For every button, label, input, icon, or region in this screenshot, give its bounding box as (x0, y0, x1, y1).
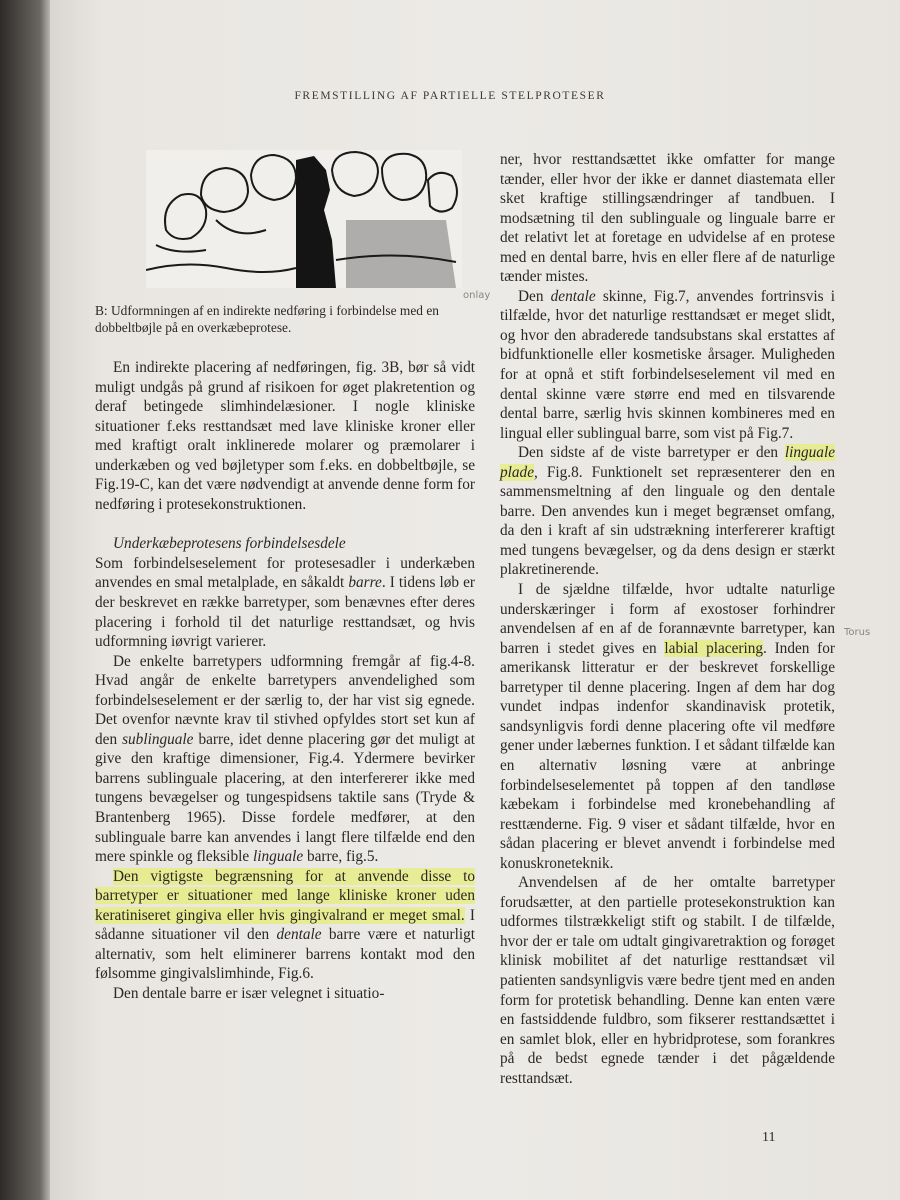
right-column (500, 150, 835, 1088)
page-number: 11 (762, 1130, 776, 1145)
dental-illustration (146, 150, 462, 288)
paragraph: De enkelte barretypers udformning fremgår af fig.4-8. Hvad angår de enkelte barretypers anvendelighed som forbindelseselement er der særlig to, der har vist sig egnede. Det ovenfor nævnte krav til stivhed opfyldes stort set kun af den sublinguale barre, idet denne placering gør det muligt at give den kraftige dimensioner, Fig.4. Ydermere bevirker barrens sublinguale placering, at den interfererer ikke med tungens bevægelser og tungespidsens taktile sans (Tryde & Brantenberg 1965). Disse fordele medfører, at den sublinguale barre kan anvendes i langt flere tilfælde end den mere spinkle og fleksible linguale barre, fig.5. (95, 652, 475, 866)
left-column (95, 358, 475, 1004)
section-heading: Underkæbeprotesens forbindelsesdele (113, 535, 346, 553)
highlighted-text: Den vigtigste begrænsning for at anvende disse to barretyper er situationer med lange kliniske kroner uden keratiniseret gingiva eller hvis gingivalrand er meget smal. (95, 867, 475, 924)
handwritten-note-onlay: onlay (463, 290, 491, 301)
paragraph: Den vigtigste begrænsning for at anvende disse to barretyper er situationer med lange kliniske kroner uden keratiniseret gingiva eller hvis gingivalrand er meget smal. I sådanne situationer vil den dentale barre være et naturligt alternativ, som helt eliminerer barrens kontakt mod den følsomme gingivalslimhinde, Fig.6. (95, 867, 475, 983)
binding-shadow (0, 0, 50, 1200)
paragraph: Som forbindelseselement for protesesadler i underkæben anvendes en smal metalplade, en såkaldt barre. I tidens løb er der beskrevet en række barretyper, som benævnes efter deres placering i forhold til det naturlige resttandsæt, og hvis udformning iøvrigt varierer. (95, 554, 475, 651)
paragraph: Den dentale barre er især velegnet i situatio- (113, 984, 385, 1002)
paragraph: ner, hvor resttandsættet ikke omfatter for mange tænder, eller hvor der ikke er dannet diastemata eller sket kraftige stillingsændringer af tandbuen. I modsætning til den sublinguale og linguale barre er det relativt let at foretage en udvidelse af en protese med en dental barre, hvis en eller flere af de naturlige tænder mistes. (500, 151, 835, 286)
highlighted-text: labial placering (664, 639, 764, 657)
paragraph: En indirekte placering af nedføringen, fig. 3B, bør så vidt muligt undgås på grund af risikoen for øget plakretention og deraf betingede slimhindelæsioner. I nogle kliniske situationer f.eks resttandsæt med lave kliniske kroner eller med kraftigt oralt inklinerede molarer og præmolarer i underkæben og ved bøjletyper som f.eks. en dobbeltbøjle, se Fig.19-C, kan det være nødvendigt at anvende denne form for nedføring i protesekonstruktionen. (95, 359, 475, 513)
paragraph: Den sidste af de viste barretyper er den linguale plade, Fig.8. Funktionelt set repræsenterer den en sammensmeltning af den linguale og den dentale barre. Den anvendes kun i meget begrænset omfang, da den i kraft af sin udstrækning interfererer kraftigt med tungens bevægelser, og da dens design er stærkt plakretinerende. (500, 444, 835, 579)
paragraph: Anvendelsen af de her omtalte barretyper forudsætter, at den partielle protesekonstruktion kan udformes tilstrækkeligt stift og stabilt. I de tilfælde, hvor der er tale om udtalt gingivaretraktion og forøget klinisk mobilitet af det naturlige resttandsæt vil patienten sandsynligvis være bedre tjent med en anden form for protetisk behandling. Denne kan enten være en fastsiddende fuldbro, som fikserer resttandsættet i en samlet blok, eller en hybridprotese, som forankres på de bedst egnede tænder i det pågældende resttandsæt. (500, 874, 835, 1087)
paragraph: Den dentale skinne, Fig.7, anvendes fortrinsvis i tilfælde, hvor det naturlige resttandsæt er meget slidt, og hvor den abraderede tandsubstans skal erstattes af bidfunktionelle eller kosmetiske årsager. Muligheden for at opnå et stift forbindelseselement vil med en dental skinne være større end med en tilsvarende dental barre, særlig hvis skinnen kombineres med en lingual eller sublingual barre, som vist på Fig.7. (500, 287, 836, 442)
running-head: FREMSTILLING AF PARTIELLE STELPROTESER (294, 90, 606, 102)
handwritten-note-torus: Torus (844, 627, 871, 638)
paragraph: I de sjældne tilfælde, hvor udtalte naturlige underskæringer i form af exostoser forhindrer anvendelsen af en af de forannævnte barretyper, kan barren i stedet gives en labial placering. Inden for amerikansk litteratur er der beskrevet forskellige barretyper til denne placering. Ingen af dem har dog vundet indpas indenfor skandinavisk protetik, sandsynligvis fordi denne placering ofte vil medføre gener under læbernes funktion. I et sådant tilfælde kan en alternativ løsning være at anbringe forbindelseselementet på toppen af den tandløse kæbekam i forbindelse med kronebehandling af resttænderne. Fig. 9 viser et sådant tilfælde, hvor en sådan placering er blevet anvendt i forbindelse med konuskroneteknik. (500, 581, 835, 872)
figure-caption: B: Udformningen af en indirekte nedføring i forbindelse med en dobbeltbøjle på en overkæbeprotese. (95, 303, 439, 335)
